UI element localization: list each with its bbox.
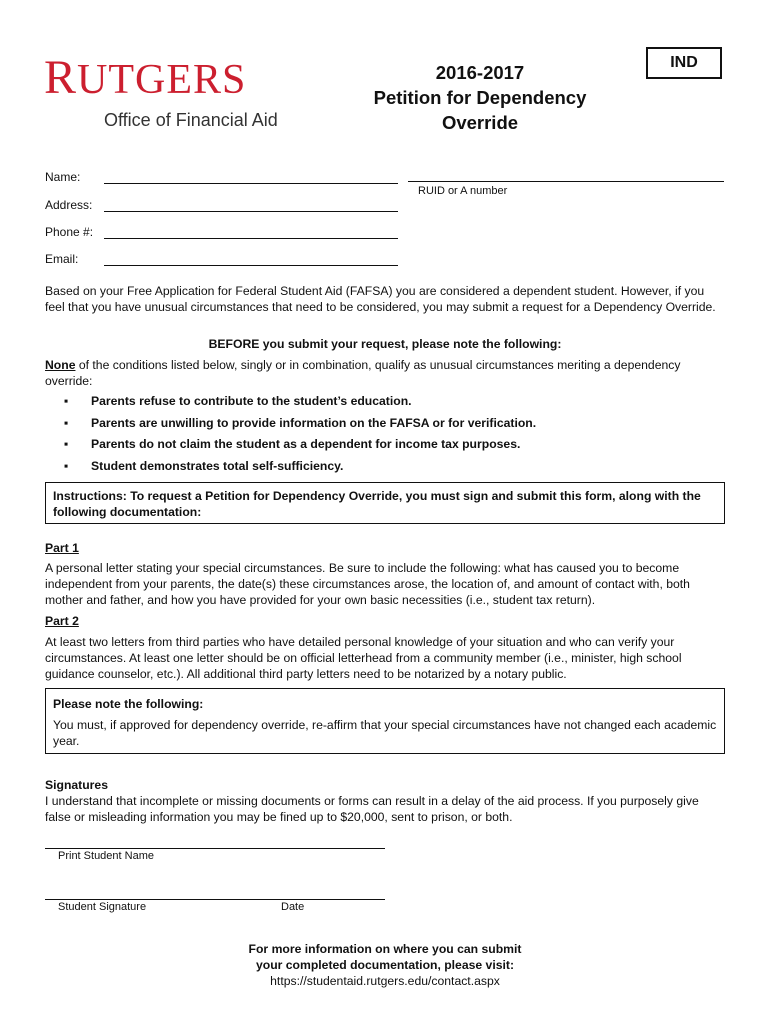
part2-heading: Part 2 (45, 614, 79, 628)
ruid-label: RUID or A number (418, 185, 508, 197)
signature-label: Student Signature (58, 901, 147, 913)
note-heading: Please note the following: (53, 697, 204, 711)
bullet-icon: ▪ (64, 415, 69, 430)
bullet-icon: ▪ (64, 394, 69, 408)
email-label: Email: (45, 252, 79, 266)
title-line2: Petition for Dependency (373, 87, 587, 108)
part1-text: A personal letter stating your special circumstances. Be sure to include the following: what has caused you to become independent from your parents, the date(s) these circumstances arose, the location of, and amount of contact with, both mother and father, and how you have provided for your own basic necessities (i.e., student tax return). (45, 561, 690, 607)
bullet-icon: ▪ (64, 437, 69, 451)
ruid-field[interactable] (408, 181, 724, 182)
instructions-box (45, 482, 725, 524)
signatures-text: I understand that incomplete or missing documents or forms can result in a delay of the aid process. If you purposely give false or misleading information you may be fined up to $20,000, sent to prison, or both. (45, 794, 699, 824)
intro-paragraph: Based on your Free Application for Federal Student Aid (FAFSA) you are considered a dependent student. However, if you feel that you have unusual circumstances that need to be considered, you may submit a request for a Dependency Override. (45, 284, 716, 314)
part1-heading: Part 1 (45, 541, 79, 555)
none-conditions (45, 357, 725, 389)
signature-field[interactable] (45, 899, 385, 900)
rutgers-logo (44, 51, 247, 104)
name-field[interactable] (104, 183, 398, 184)
phone-field[interactable] (104, 238, 398, 239)
note-text: You must, if approved for dependency override, re-affirm that your special circumstances have not changed each academic year. (53, 718, 717, 748)
logo-initial: R (44, 51, 78, 104)
bullet-icon: ▪ (64, 458, 69, 473)
title-line3: Override (441, 112, 519, 133)
logo-wordmark: UTGERS (77, 57, 247, 103)
signatures-heading: Signatures (45, 778, 108, 792)
footer (185, 941, 585, 989)
email-field[interactable] (104, 265, 398, 266)
footer-line1: For more information on where you can submit (248, 942, 522, 956)
note-box (45, 688, 725, 754)
address-field[interactable] (104, 211, 398, 212)
footer-url[interactable]: https://studentaid.rutgers.edu/contact.aspx (270, 974, 500, 988)
none-word: None (45, 358, 76, 372)
page-title (330, 60, 630, 135)
part2-text: At least two letters from third parties who have detailed personal knowledge of your situation and who can verify your circumstances. At least one letter should be on official letterhead from a community member (i.e., minister, high school guidance counselor, etc.). All additional third party letters need to be notarized by a notary public. (45, 635, 682, 681)
phone-label: Phone #: (45, 225, 94, 239)
title-year: 2016-2017 (435, 62, 525, 83)
none-text: of the conditions listed below, singly or in combination, qualify as unusual circumstances meriting a dependency override: (45, 358, 681, 388)
print-name-label: Print Student Name (58, 850, 154, 862)
name-label: Name: (45, 170, 81, 184)
ind-badge: IND (646, 47, 722, 79)
before-note: BEFORE you submit your request, please note the following: (208, 337, 562, 351)
print-name-field[interactable] (45, 848, 385, 849)
instructions-text: Instructions: To request a Petition for Dependency Override, you must sign and submit this form, along with the following documentation: (53, 489, 701, 519)
date-label: Date (281, 901, 305, 913)
address-label: Address: (45, 198, 93, 212)
footer-line2: your completed documentation, please visit: (255, 958, 515, 972)
logo-subtitle: Office of Financial Aid (104, 110, 278, 130)
